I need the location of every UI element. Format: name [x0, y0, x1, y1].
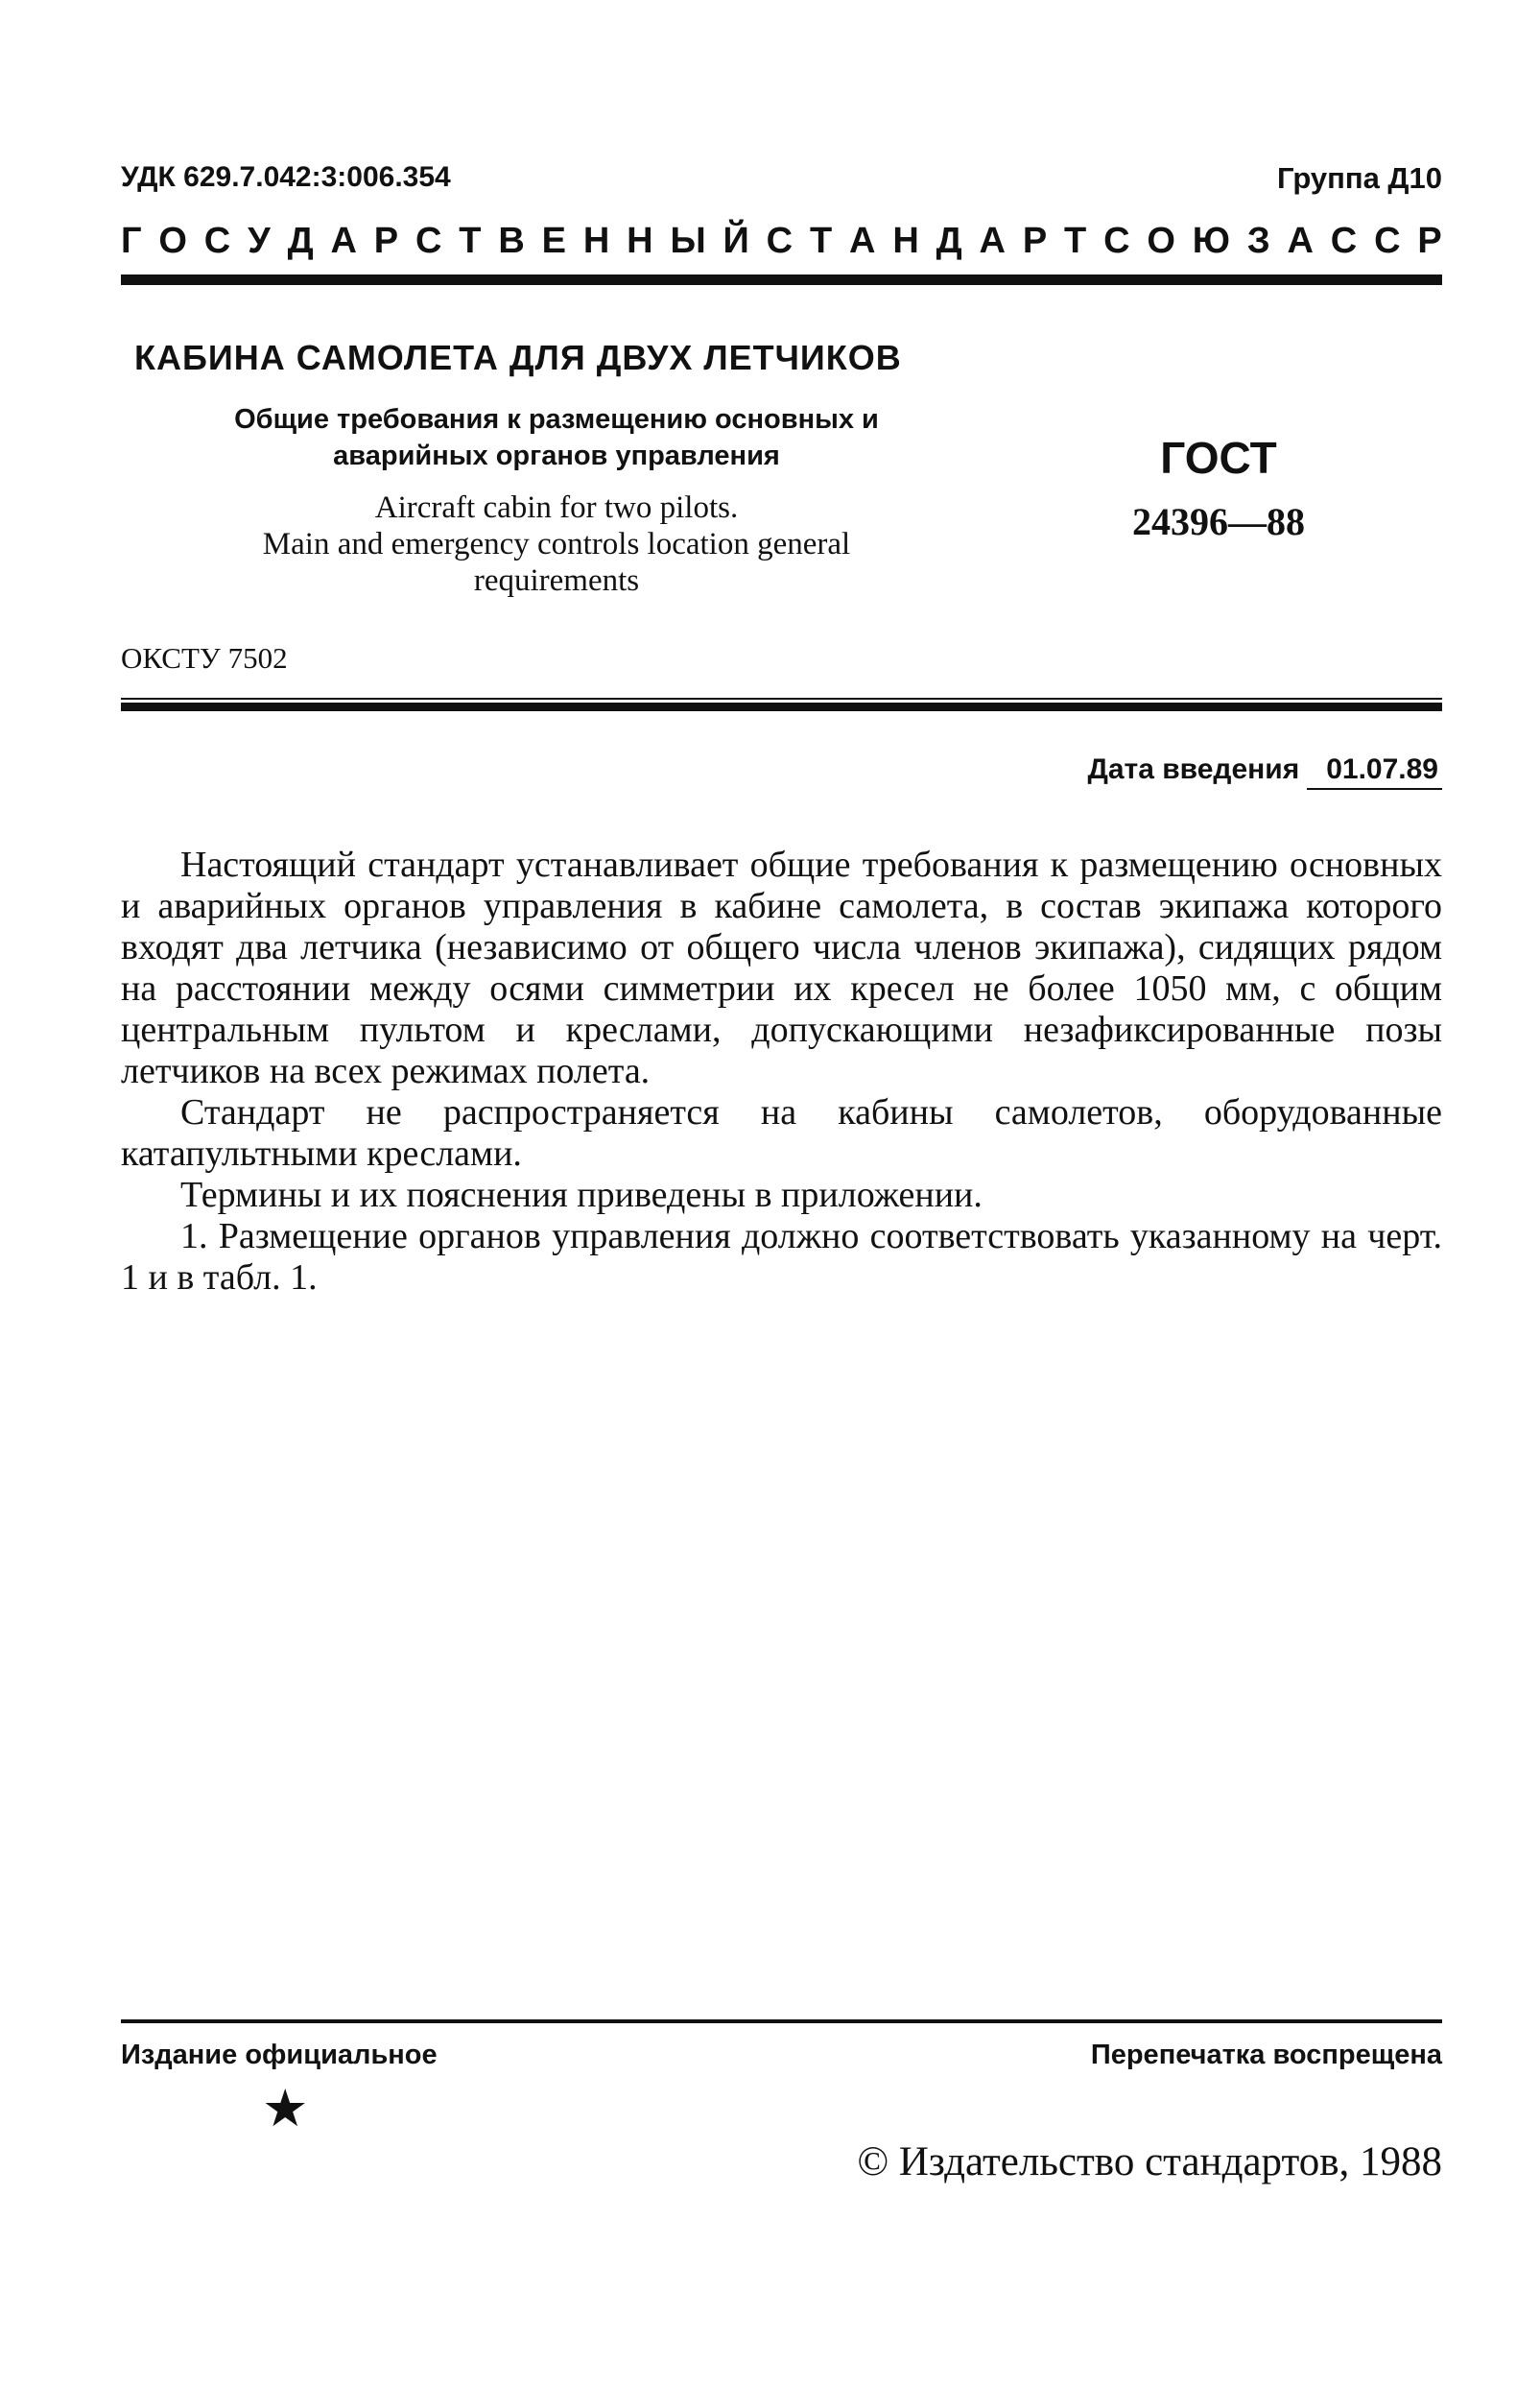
state-standard-letter: Р: [373, 221, 399, 261]
state-standard-letter: Ю: [1192, 221, 1230, 261]
body-paragraph: Стандарт не распространяется на кабины самолетов, оборудованные катапультными креслами.: [121, 1092, 1442, 1174]
title-thin-rule: [121, 698, 1442, 700]
state-standard-letter: А: [979, 221, 1006, 261]
state-standard-letter: А: [849, 221, 876, 261]
header-thick-rule: [121, 275, 1442, 285]
state-standard-letter: С: [766, 221, 794, 261]
state-standard-letter: З: [1246, 221, 1270, 261]
document-title: КАБИНА САМОЛЕТА ДЛЯ ДВУХ ЛЕТЧИКОВ: [134, 338, 902, 377]
reprint-notice: Перепечатка воспрещена: [1090, 2040, 1442, 2070]
publisher-copyright: © Издательство стандартов, 1988: [857, 2139, 1442, 2184]
english-title-line: Aircraft cabin for two pilots.: [374, 490, 739, 525]
body-paragraph: Термины и их пояснения приведены в приложении.: [180, 1175, 983, 1215]
state-standard-letter: Н: [582, 221, 610, 261]
state-standard-letter: Т: [1064, 221, 1087, 261]
state-standard-letter: С: [415, 221, 442, 261]
group-code: Группа Д10: [1276, 161, 1442, 195]
gost-label: ГОСТ: [1160, 433, 1277, 483]
document-subtitle: [144, 401, 969, 474]
okstu-code: ОКСТУ 7502: [121, 641, 288, 675]
state-standard-heading: [121, 221, 1442, 262]
state-standard-letter: А: [330, 221, 357, 261]
state-standard-letter: Д: [287, 221, 314, 261]
state-standard-letter: Г: [121, 221, 142, 261]
state-standard-letter: С: [1330, 221, 1358, 261]
state-standard-letter: С: [1374, 221, 1401, 261]
state-standard-letter: Р: [1022, 221, 1048, 261]
state-standard-letter: А: [1287, 221, 1314, 261]
english-title-line: Main and emergency controls location general: [262, 527, 851, 561]
date-label: Дата введения: [1087, 753, 1300, 785]
state-standard-letter: Н: [892, 221, 919, 261]
state-standard-letter: Ы: [670, 221, 706, 261]
state-standard-letter: Д: [936, 221, 962, 261]
subtitle-line: Общие требования к размещению основных и: [234, 404, 879, 435]
state-standard-letter: Т: [809, 221, 833, 261]
star-icon: ★: [262, 2080, 309, 2137]
state-standard-letter: О: [1147, 221, 1175, 261]
state-standard-letter: В: [498, 221, 525, 261]
state-standard-letter: О: [158, 221, 187, 261]
body-paragraph: Настоящий стандарт устанавливает общие требования к размещению основных и аварийных органов управления в кабине самолета, в состав экипажа которого входят два летчика (независимо от общего числа членов экипажа), сидящих рядом на расстоянии между осями симметрии их кресел не более 1050 мм, с общим центральным пультом и креслами, допускающими незафиксированные позы летчиков на всех режимах полета.: [121, 845, 1442, 1091]
subtitle-line: аварийных органов управления: [333, 441, 780, 471]
title-thick-rule: [121, 703, 1442, 711]
state-standard-letter: Н: [627, 221, 653, 261]
body-paragraph: 1. Размещение органов управления должно соответствовать указанному на черт. 1 и в табл. 1.: [121, 1216, 1442, 1298]
footer-rule: [121, 2019, 1442, 2023]
gost-number: 24396—88: [1132, 500, 1305, 543]
body-text: [121, 845, 1442, 1299]
state-standard-letter: С: [203, 221, 231, 261]
state-standard-letter: Е: [541, 221, 567, 261]
introduction-date: [1087, 753, 1442, 790]
date-value: 01.07.89: [1307, 753, 1442, 790]
english-title: [144, 489, 969, 599]
state-standard-letter: Т: [459, 221, 482, 261]
english-title-line: requirements: [473, 563, 640, 598]
udk-code: УДК 629.7.042:3:006.354: [121, 161, 451, 193]
state-standard-letter: У: [248, 221, 271, 261]
state-standard-letter: Р: [1417, 221, 1442, 261]
state-standard-letter: С: [1103, 221, 1130, 261]
state-standard-letter: Й: [723, 221, 749, 261]
edition-label: Издание официальное: [121, 2040, 438, 2070]
